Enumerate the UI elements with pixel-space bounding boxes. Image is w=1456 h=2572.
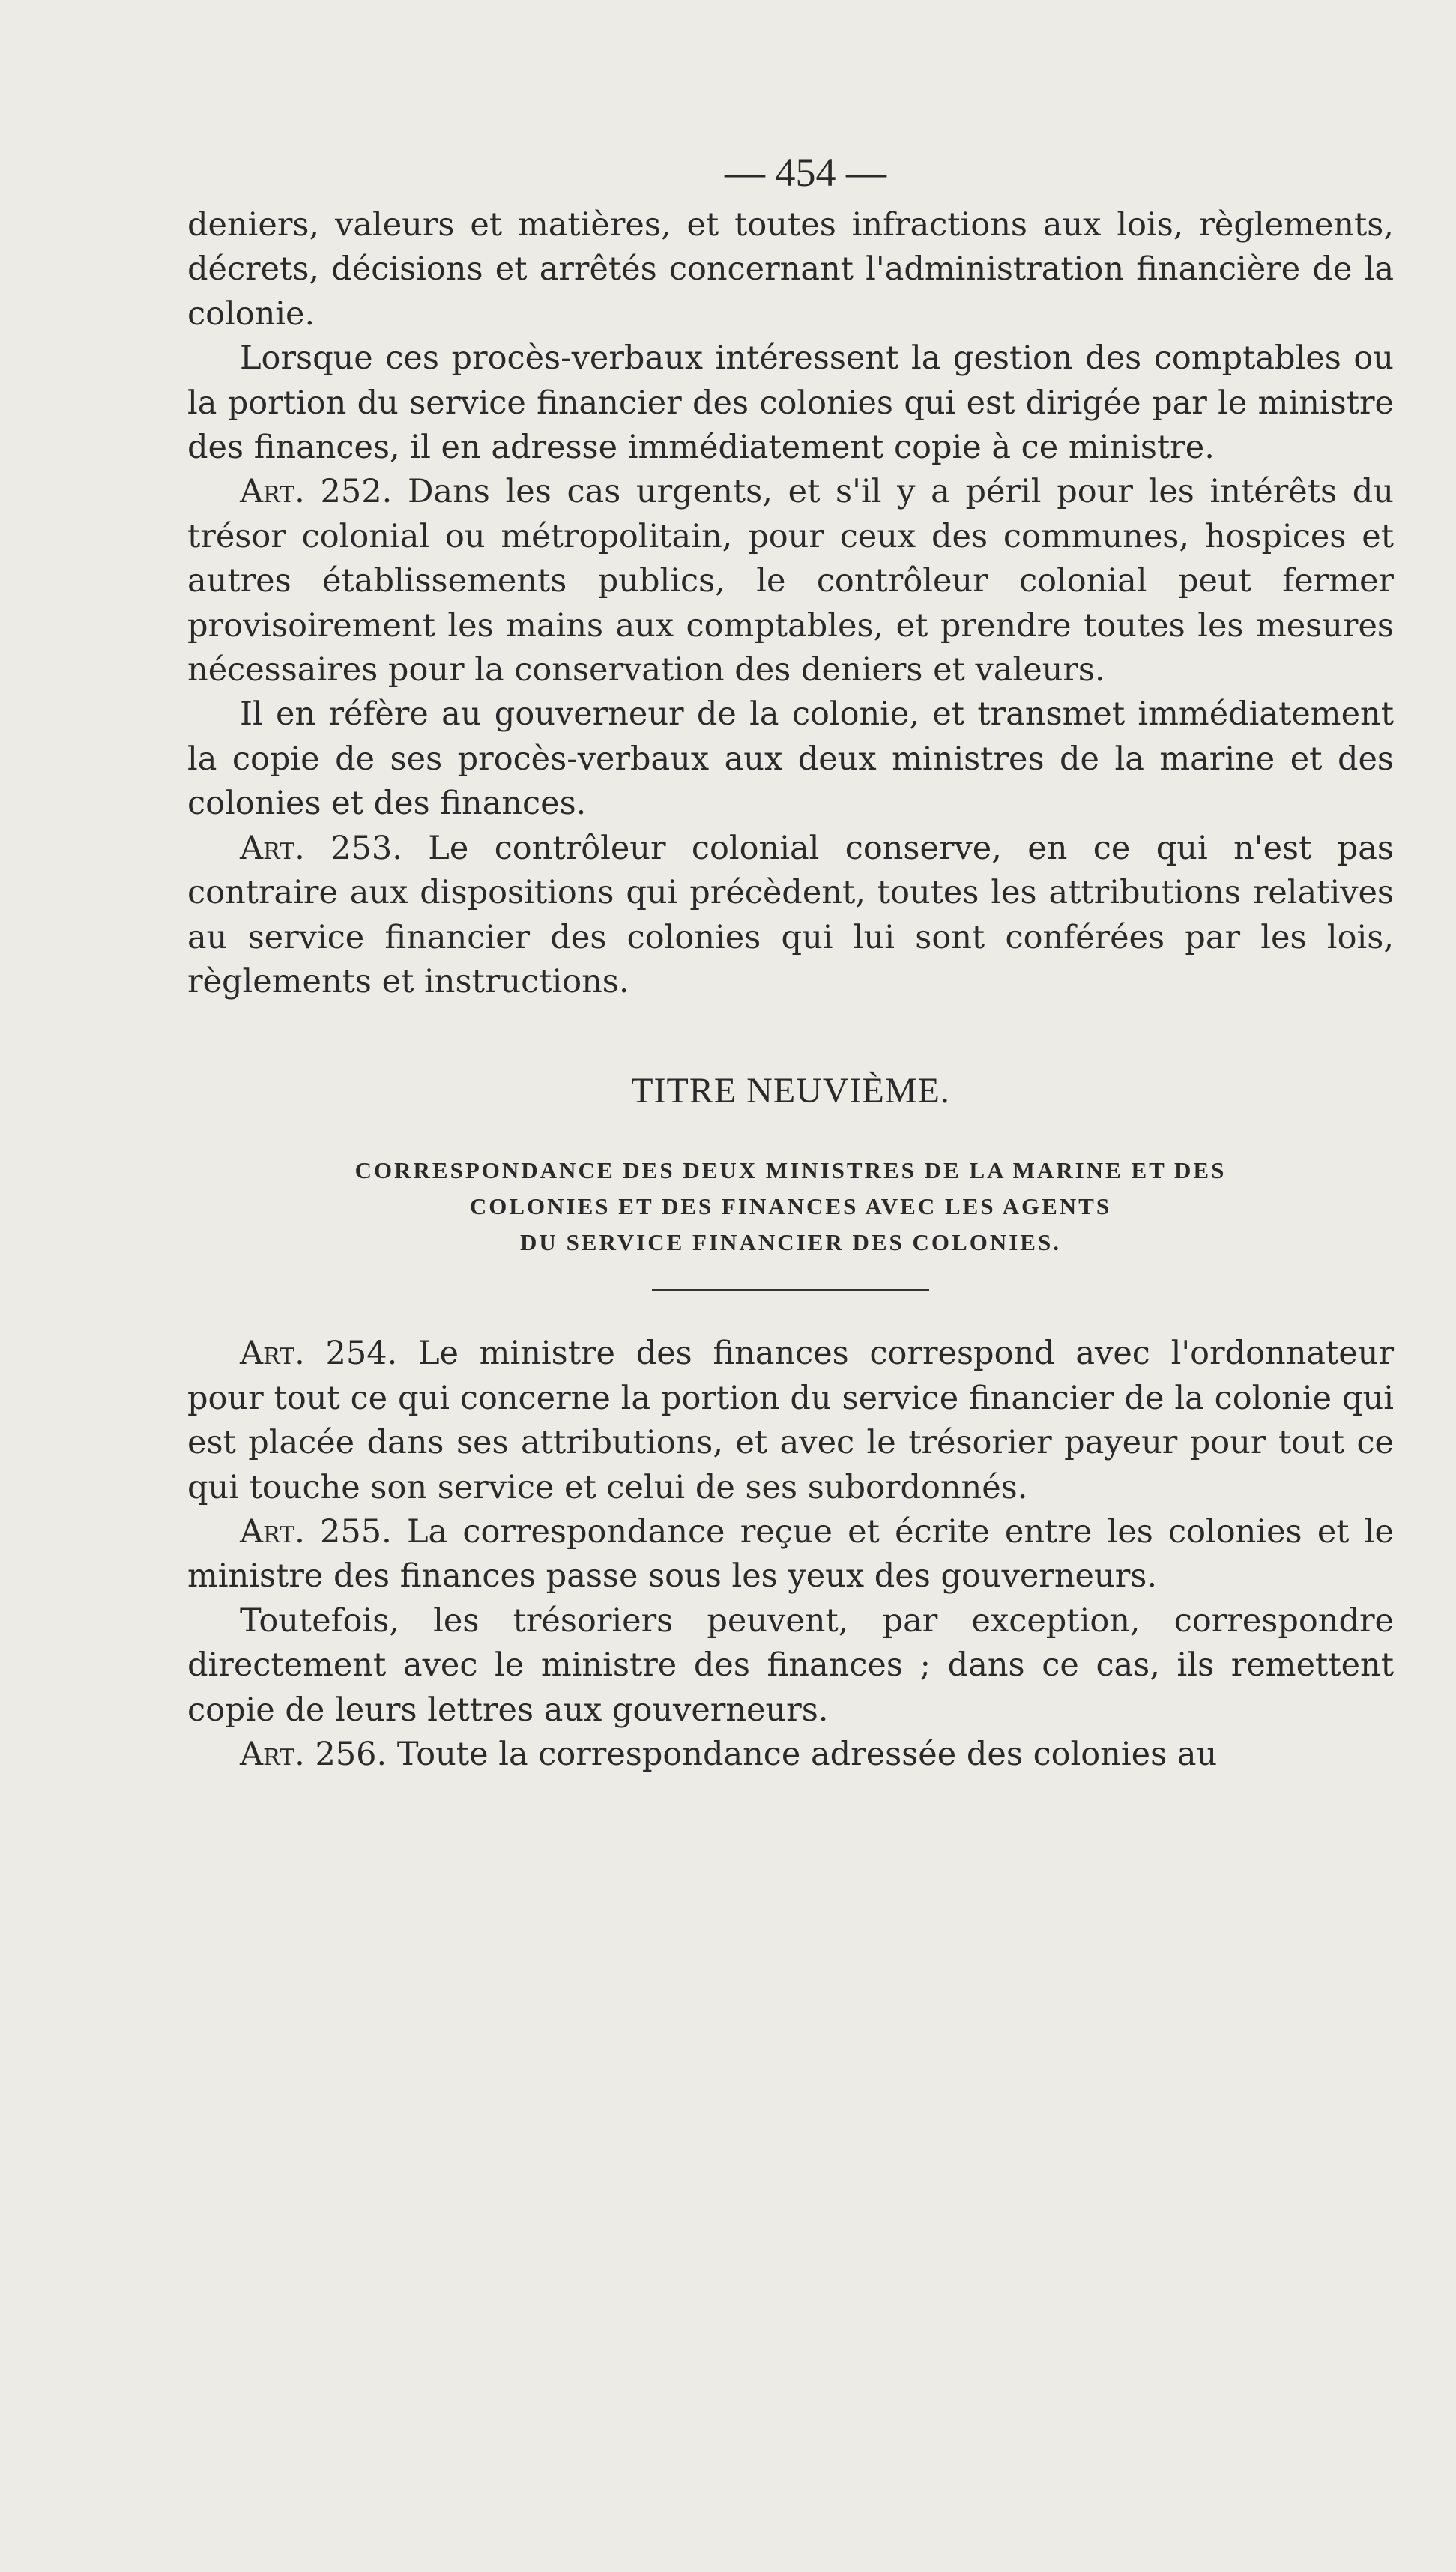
article-label: Art. 253. (240, 829, 402, 867)
subtitle-line: CORRESPONDANCE DES DEUX MINISTRES DE LA MARINE ET DES (354, 1157, 1227, 1184)
section-subtitle (187, 1153, 1394, 1261)
paragraph-continuation (187, 203, 1394, 336)
article-label: Art. 254. (240, 1335, 398, 1373)
paragraph (187, 1599, 1394, 1733)
article-252 (187, 470, 1394, 692)
paragraph-text: Le contrôleur colonial conserve, en ce qui n'est pas contraire aux dispositions qui précèdent, toutes les attributions relatives au service financier des colonies qui lui sont conférées par les lois, règlements et instructions. (187, 829, 1395, 1000)
article-label: Art. 256. (240, 1735, 387, 1773)
article-label: Art. 255. (240, 1512, 392, 1551)
subtitle-line: COLONIES ET DES FINANCES AVEC LES AGENTS (469, 1193, 1112, 1220)
page-content (187, 146, 1394, 1777)
section-title: TITRE NEUVIÈME. (631, 1071, 950, 1111)
paragraph-text: Toutefois, les trésoriers peuvent, par exception, correspondre directement avec le ministre des finances ; dans ce cas, ils remettent copie de leurs lettres aux gouverneurs. (187, 1602, 1394, 1729)
paragraph-text: Le ministre des finances correspond avec l'ordonnateur pour tout ce qui concerne la portion du service financier de la colonie qui est placée dans ses attributions, et avec le trésorier payeur pour tout ce qui touche son service et celui de ses subordonnés. (187, 1335, 1394, 1506)
paragraph-text: deniers, valeurs et matières, et toutes infractions aux lois, règlements, décrets, décisions et arrêtés concernant l'administration financière de la colonie. (187, 206, 1394, 333)
paragraph-text: La correspondance reçue et écrite entre les colonies et le ministre des finances passe sous les yeux des gouverneurs. (187, 1512, 1395, 1596)
article-label: Art. 252. (240, 473, 393, 511)
article-255 (187, 1510, 1394, 1599)
article-254 (187, 1332, 1394, 1510)
paragraph-text: Dans les cas urgents, et s'il y a péril pour les intérêts du trésor colonial ou métropolitain, pour ceux des communes, hospices et autres établissements publics, le contrôleur colonial peut fermer provisoirement les mains aux comptables, et prendre toutes les mesures nécessaires pour la conservation des deniers et valeurs. (187, 473, 1394, 689)
paragraph-text: Toute la correspondance adressée des colonies au (387, 1735, 1218, 1773)
paragraph (187, 336, 1394, 470)
paragraph-text: Il en réfère au gouverneur de la colonie, et transmet immédiatement la copie de ses procès-verbaux aux deux ministres de la marine et des colonies et des finances. (187, 695, 1394, 823)
article-253 (187, 827, 1394, 1005)
page-number: — 454 — (725, 150, 886, 195)
paragraph (187, 692, 1394, 826)
article-256 (187, 1733, 1394, 1777)
subtitle-line: DU SERVICE FINANCIER DES COLONIES. (520, 1229, 1061, 1256)
section-divider (652, 1289, 929, 1291)
paragraph-text: Lorsque ces procès-verbaux intéressent la gestion des comptables ou la portion du service financier des colonies qui est dirigée par le ministre des finances, il en adresse immédiatement copie à ce ministre. (187, 339, 1394, 467)
